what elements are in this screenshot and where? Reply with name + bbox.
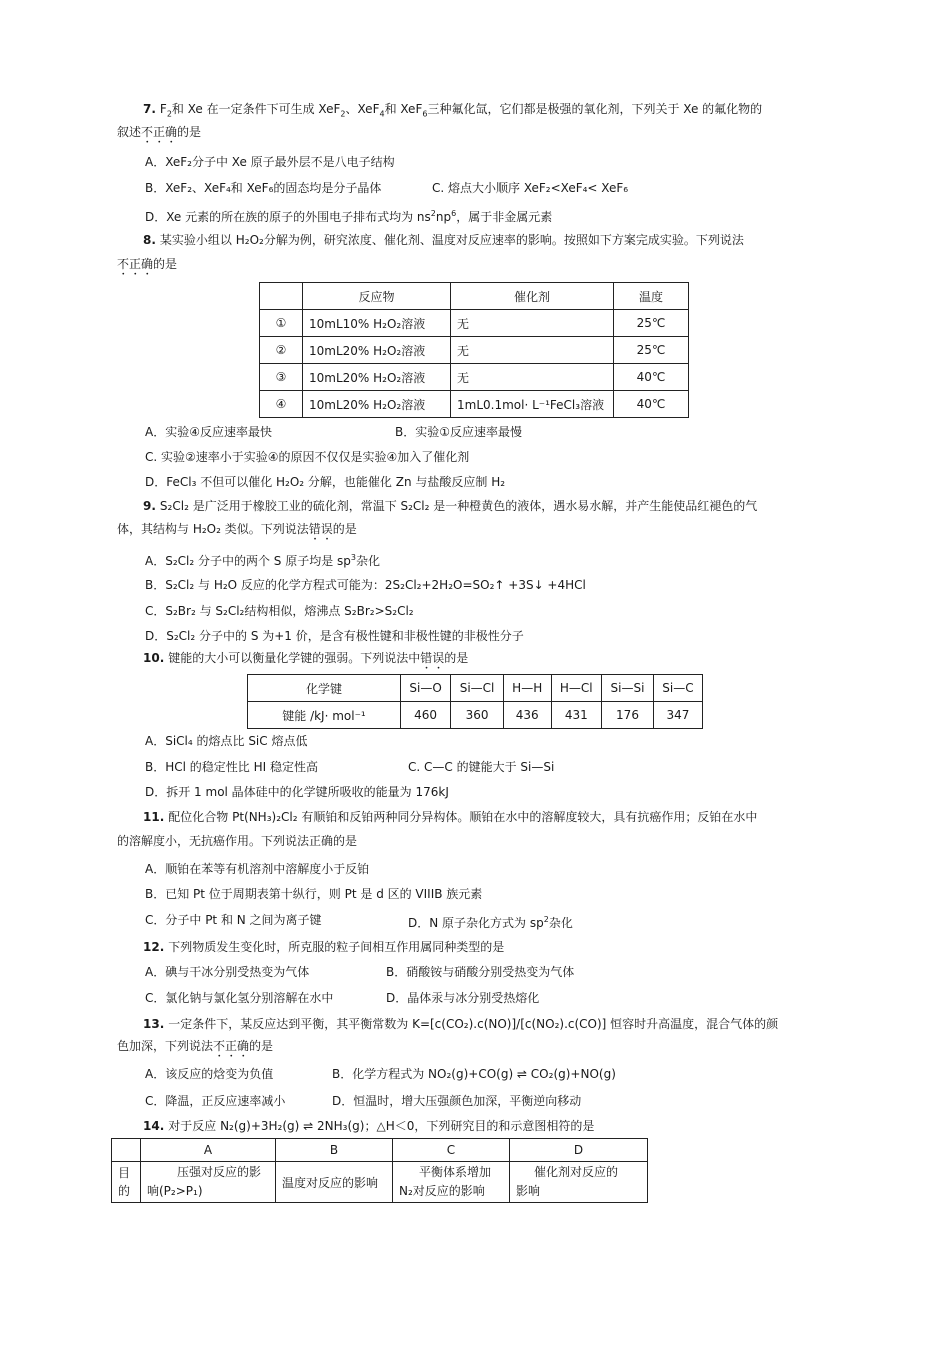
q8-stem-line2 <box>117 256 177 278</box>
table-cell: ② <box>260 337 303 364</box>
q8-emphasis: 不正确 <box>117 257 154 271</box>
q14-stem-line1 <box>143 1118 594 1134</box>
table-cell: ④ <box>260 391 303 418</box>
q12-option-b: B．硝酸铵与硝酸分别受热变为气体 <box>386 965 575 979</box>
table-row <box>260 337 689 364</box>
table-cell: 436 <box>503 702 551 729</box>
table-cell: 431 <box>551 702 602 729</box>
table-cell <box>510 1162 648 1203</box>
q9-text: 的是 <box>332 522 357 536</box>
q14-d-line: 催化剂对反应的 <box>534 1165 619 1179</box>
table-cell: 347 <box>653 702 702 729</box>
q13-option-c: C．降温，正反应速率减小 <box>145 1094 286 1108</box>
q9-text: 体，其结构与 H₂O₂ 类似。下列说法 <box>117 522 309 536</box>
q14-text: 对于反应 N₂(g)+3H₂(g) ⇌ 2NH₃(g)；△H＜0，下列研究目的和示意图相符的是 <box>168 1119 595 1133</box>
table-header: Si—O <box>401 675 451 702</box>
q9-option-c: C．S₂Br₂ 与 S₂Cl₂结构相似，熔沸点 S₂Br₂>S₂Cl₂ <box>145 604 414 618</box>
q8-option-c: C. 实验②速率小于实验④的原因不仅仅是实验④加入了催化剂 <box>145 450 470 464</box>
table-cell: 键能 /kJ· mol⁻¹ <box>248 702 401 729</box>
q7-option-d-text: np <box>435 210 452 224</box>
q13-option-b: B．化学方程式为 NO₂(g)+CO(g) ⇌ CO₂(g)+NO(g) <box>332 1067 616 1081</box>
q7-number: 7. <box>143 102 156 116</box>
q10-option-a: A．SiCl₄ 的熔点比 SiC 熔点低 <box>145 734 308 748</box>
q11-text: 配位化合物 Pt(NH₃)₂Cl₂ 有顺铂和反铂两种同分异构体。顺铂在水中的溶解度较大，具有抗癌作用；反铂在水中 <box>168 810 758 824</box>
table-cell: 360 <box>451 702 504 729</box>
table-row <box>260 364 689 391</box>
q7-text: 和 XeF <box>384 102 423 116</box>
q13-option-a: A．该反应的焓变为负值 <box>145 1067 274 1081</box>
q9-emphasis: 错误 <box>308 522 333 536</box>
table-header: Si—C <box>653 675 702 702</box>
table-row <box>112 1162 648 1203</box>
q7-option-d-text: ，属于非金属元素 <box>456 210 553 224</box>
q11-option-b: B．已知 Pt 位于周期表第十纵行，则 Pt 是 d 区的 VIIIB 族元素 <box>145 887 483 901</box>
q12-option-a: A．碘与干冰分别受热变为气体 <box>145 965 310 979</box>
q10-text: 键能的大小可以衡量化学键的强弱。下列说法中 <box>168 651 421 665</box>
q10-stem-line1 <box>143 650 468 672</box>
q9-option-a: A．S₂Cl₂ 分子中的两个 S 原子均是 $sp^3$杂化 <box>145 553 381 568</box>
table-cell: 25℃ <box>614 310 689 337</box>
q7-emphasis: 不正确 <box>141 125 178 139</box>
table-header: H—H <box>503 675 551 702</box>
table-header: B <box>276 1139 393 1162</box>
q10-option-c: C. C—C 的键能大于 Si—Si <box>408 760 555 774</box>
q10-table <box>247 674 703 729</box>
q13-text: 色加深，下列说法 <box>117 1039 214 1053</box>
q9-text: S₂Cl₂ 是广泛用于橡胶工业的硫化剂，常温下 S₂Cl₂ 是一种橙黄色的液体，遇水易水解，并产生能使品红褪色的气 <box>159 499 758 513</box>
table-cell: 40℃ <box>614 391 689 418</box>
table-cell: 无 <box>451 364 614 391</box>
q7-text: 、XeF <box>345 102 380 116</box>
table-cell: 176 <box>602 702 654 729</box>
q10-text: 的是 <box>444 651 469 665</box>
table-row <box>260 391 689 418</box>
q9-option-d: D．S₂Cl₂ 分子中的 S 为+1 价，是含有极性键和非极性键的非极性分子 <box>145 629 524 643</box>
q13-number: 13. <box>143 1017 165 1031</box>
table-cell <box>393 1162 510 1203</box>
q13-stem-line1 <box>143 1016 778 1032</box>
table-cell: 10mL20% H₂O₂溶液 <box>303 337 451 364</box>
q9-stem-line1 <box>143 498 757 514</box>
q8-text: 某实验小组以 H₂O₂分解为例，研究浓度、催化剂、温度对反应速率的影响。按照如下方案完成实验。下列说法 <box>159 233 744 247</box>
q7-option-a: A．XeF₂分子中 Xe 原子最外层不是八电子结构 <box>145 155 395 169</box>
q11-number: 11. <box>143 810 165 824</box>
table-row <box>260 283 689 310</box>
q7-text: 的是 <box>177 125 202 139</box>
table-row <box>248 702 703 729</box>
q14-c-line: 平衡体系增加 <box>419 1165 492 1179</box>
table-header: H—Cl <box>551 675 602 702</box>
table-header: Si—Si <box>602 675 654 702</box>
q7-option-d: D．Xe 元素的所在族的原子的外围电子排布式均为 $ns^2np^6$，属于非金属元素 <box>145 209 553 224</box>
q13-emphasis: 不正确 <box>213 1039 250 1053</box>
q14-a-line: 响(P₂>P₁) <box>147 1184 203 1198</box>
table-cell: ③ <box>260 364 303 391</box>
q8-table <box>259 282 689 418</box>
q9-option-a-text: A．S₂Cl₂ 分子中的两个 S 原子均是 sp <box>145 554 351 568</box>
q7-text: 和 Xe 在一定条件下可生成 XeF <box>171 102 341 116</box>
q8-option-a: A．实验④反应速率最快 <box>145 425 272 439</box>
table-cell: 40℃ <box>614 364 689 391</box>
q7-text: 三种氟化氙，它们都是极强的氧化剂，下列关于 Xe 的氟化物的 <box>427 102 763 116</box>
table-cell: 10mL20% H₂O₂溶液 <box>303 391 451 418</box>
q8-stem-line1 <box>143 232 744 248</box>
q14-a-line: 压强对反应的影 <box>177 1165 262 1179</box>
table-header: Si—Cl <box>451 675 504 702</box>
table-cell: 10mL20% H₂O₂溶液 <box>303 364 451 391</box>
table-row <box>260 310 689 337</box>
table-cell: 460 <box>401 702 451 729</box>
table-cell <box>141 1162 276 1203</box>
table-cell: 1mL0.1mol· L⁻¹FeCl₃溶液 <box>451 391 614 418</box>
q10-option-d: D．拆开 1 mol 晶体硅中的化学键所吸收的能量为 176kJ <box>145 785 449 799</box>
q12-stem-line1 <box>143 939 504 955</box>
table-header: 反应物 <box>303 283 451 310</box>
q11-option-a: A．顺铂在苯等有机溶剂中溶解度小于反铂 <box>145 862 370 876</box>
q8-option-b: B．实验①反应速率最慢 <box>395 425 522 439</box>
q9-stem-line2 <box>117 521 357 543</box>
q7-option-d-text: D．Xe 元素的所在族的原子的外围电子排布式均为 ns <box>145 210 431 224</box>
table-header: 催化剂 <box>451 283 614 310</box>
table-cell: 温度对反应的影响 <box>276 1162 393 1203</box>
table-cell <box>112 1139 141 1162</box>
table-header: 温度 <box>614 283 689 310</box>
q7-option-b: B．XeF₂、XeF₄和 XeF₆的固态均是分子晶体 <box>145 181 382 195</box>
q9-number: 9. <box>143 499 156 513</box>
q12-option-c: C．氯化钠与氯化氢分别溶解在水中 <box>145 991 334 1005</box>
table-cell: 无 <box>451 337 614 364</box>
table-header: C <box>393 1139 510 1162</box>
table-cell: 10mL10% H₂O₂溶液 <box>303 310 451 337</box>
q11-stem-line1 <box>143 809 757 825</box>
q10-number: 10. <box>143 651 165 665</box>
q14-number: 14. <box>143 1119 165 1133</box>
q13-option-d: D．恒温时，增大压强颜色加深，平衡逆向移动 <box>332 1094 582 1108</box>
q12-text: 下列物质发生变化时，所克服的粒子间相互作用属同种类型的是 <box>168 940 505 954</box>
table-cell: 25℃ <box>614 337 689 364</box>
q11-stem-line2: 的溶解度小，无抗癌作用。下列说法正确的是 <box>117 834 358 848</box>
q13-stem-line2 <box>117 1038 273 1060</box>
q12-number: 12. <box>143 940 165 954</box>
q9-option-a-text: 杂化 <box>356 554 381 568</box>
table-cell: 目的 <box>112 1162 141 1203</box>
q11-option-d-text: 杂化 <box>548 916 573 930</box>
table-row <box>248 675 703 702</box>
q13-text: 的是 <box>249 1039 274 1053</box>
q9-option-b: B．S₂Cl₂ 与 H₂O 反应的化学方程式可能为：2S₂Cl₂+2H₂O=SO₂↑ +3S↓ +4HCl <box>145 578 586 592</box>
q7-text: 叙述 <box>117 125 142 139</box>
table-header: A <box>141 1139 276 1162</box>
table-header: 化学键 <box>248 675 401 702</box>
q12-option-d: D．晶体汞与冰分别受热熔化 <box>386 991 540 1005</box>
q10-option-b: B．HCl 的稳定性比 HI 稳定性高 <box>145 760 318 774</box>
table-row <box>112 1139 648 1162</box>
table-cell <box>260 283 303 310</box>
q7-stem-line1: 7. $F_2$和 Xe 在一定条件下可生成 XeF$_2$、XeF$_4$和 XeF$_6$三种氟化氙，它们都是极强的氧化剂，下列关于 Xe 的氟化物的 <box>143 102 763 119</box>
table-cell: ① <box>260 310 303 337</box>
table-cell: 无 <box>451 310 614 337</box>
q10-emphasis: 错误 <box>420 651 445 665</box>
table-header: D <box>510 1139 648 1162</box>
q14-d-line: 影响 <box>516 1184 541 1198</box>
q8-option-d: D．FeCl₃ 不但可以催化 H₂O₂ 分解，也能催化 Zn 与盐酸反应制 H₂ <box>145 475 506 489</box>
q14-c-line: N₂对反应的影响 <box>399 1184 485 1198</box>
q7-text: F <box>159 102 167 116</box>
q7-option-c: C. 熔点大小顺序 XeF₂<XeF₄< XeF₆ <box>432 181 629 195</box>
q8-text: 的是 <box>153 257 178 271</box>
q8-number: 8. <box>143 233 156 247</box>
q14-table <box>111 1138 648 1203</box>
q11-option-d: D．N 原子杂化方式为 $sp^2$杂化 <box>408 915 573 930</box>
q13-text: 一定条件下，某反应达到平衡，其平衡常数为 K=[c(CO₂).c(NO)]/[c(NO₂).c(CO)] 恒容时升高温度，混合气体的颜 <box>168 1017 779 1031</box>
q11-option-d-text: D．N 原子杂化方式为 sp <box>408 916 544 930</box>
q7-stem-line2 <box>117 124 201 146</box>
q11-option-c: C．分子中 Pt 和 N 之间为离子键 <box>145 913 322 927</box>
